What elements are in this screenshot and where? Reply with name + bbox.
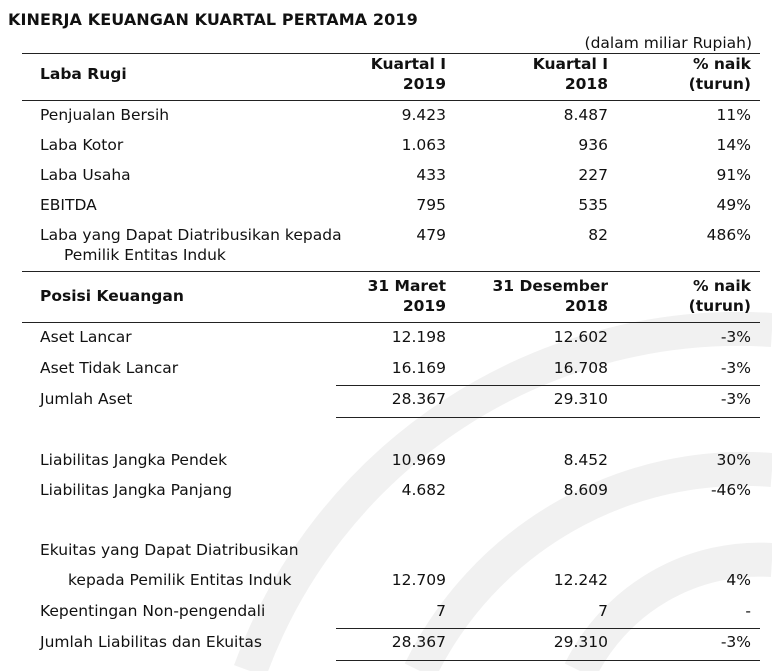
income-header-col3-line1: % naik [692,55,751,73]
row-label: EBITDA [40,196,97,214]
row-label-continued: kepada Pemilik Entitas Induk [68,571,292,589]
value-2019: 433 [416,166,446,184]
row-label: Liabilitas Jangka Panjang [40,481,233,499]
position-header-label: Posisi Keuangan [40,287,184,305]
value-2018: 16.708 [553,359,608,377]
position-header-col1-line2: 2019 [402,297,446,315]
income-header-label: Laba Rugi [40,65,127,83]
divider [22,271,760,272]
total-divider [336,417,760,418]
value-2019: 4.682 [401,481,446,499]
value-pct: 486% [706,226,751,244]
row-label: Jumlah Aset [40,390,133,408]
value-pct: 91% [716,166,751,184]
position-header-col3-line2: (turun) [688,297,751,315]
value-pct: 11% [716,106,751,124]
value-pct: 14% [716,136,751,154]
value-2018: 7 [598,602,608,620]
value-pct: -3% [720,390,751,408]
row-label-continued: Pemilik Entitas Induk [64,246,226,264]
position-header-col1-line1: 31 Maret [367,277,446,295]
subtotal-divider [336,628,760,629]
value-2018: 29.310 [553,390,608,408]
value-2018: 12.602 [553,328,608,346]
divider [22,322,760,323]
income-header-col2-line1: Kuartal I [532,55,608,73]
value-2018: 936 [578,136,608,154]
row-label: Jumlah Liabilitas dan Ekuitas [40,633,262,651]
value-pct: -46% [710,481,751,499]
divider [22,100,760,101]
value-2018: 8.487 [563,106,608,124]
value-pct: -3% [720,359,751,377]
row-label: Laba yang Dapat Diatribusikan kepada [40,226,342,244]
row-label: Aset Lancar [40,328,132,346]
value-2018: 8.609 [563,481,608,499]
value-pct: - [745,602,751,620]
value-2019: 28.367 [391,390,446,408]
income-header-col2-line2: 2018 [564,75,608,93]
income-header-col1-line1: Kuartal I [370,55,446,73]
row-label: Liabilitas Jangka Pendek [40,451,228,469]
unit-note: (dalam miliar Rupiah) [584,34,752,52]
subtotal-divider [336,385,760,386]
row-label: Aset Tidak Lancar [40,359,179,377]
value-2019: 10.969 [391,451,446,469]
value-2019: 7 [436,602,446,620]
row-label: Laba Kotor [40,136,124,154]
value-2018: 12.242 [553,571,608,589]
value-pct: -3% [720,328,751,346]
value-2018: 227 [578,166,608,184]
income-header-col1-line2: 2019 [402,75,446,93]
value-2019: 9.423 [401,106,446,124]
value-2019: 28.367 [391,633,446,651]
value-2019: 1.063 [401,136,446,154]
row-label: Ekuitas yang Dapat Diatribusikan [40,541,299,559]
position-header-col3-line1: % naik [692,277,751,295]
value-2018: 535 [578,196,608,214]
total-divider [336,660,760,661]
row-label: Laba Usaha [40,166,131,184]
page-title: KINERJA KEUANGAN KUARTAL PERTAMA 2019 [8,10,418,29]
value-2018: 29.310 [553,633,608,651]
value-pct: -3% [720,633,751,651]
row-label: Penjualan Bersih [40,106,170,124]
value-2018: 82 [588,226,608,244]
income-header-col3-line2: (turun) [688,75,751,93]
value-pct: 49% [716,196,751,214]
value-2019: 479 [416,226,446,244]
value-2019: 12.709 [391,571,446,589]
position-header-col2-line2: 2018 [564,297,608,315]
value-2018: 8.452 [563,451,608,469]
value-2019: 795 [416,196,446,214]
value-pct: 4% [726,571,751,589]
value-2019: 12.198 [391,328,446,346]
value-2019: 16.169 [391,359,446,377]
value-pct: 30% [716,451,751,469]
position-header-col2-line1: 31 Desember [492,277,608,295]
row-label: Kepentingan Non-pengendali [40,602,266,620]
